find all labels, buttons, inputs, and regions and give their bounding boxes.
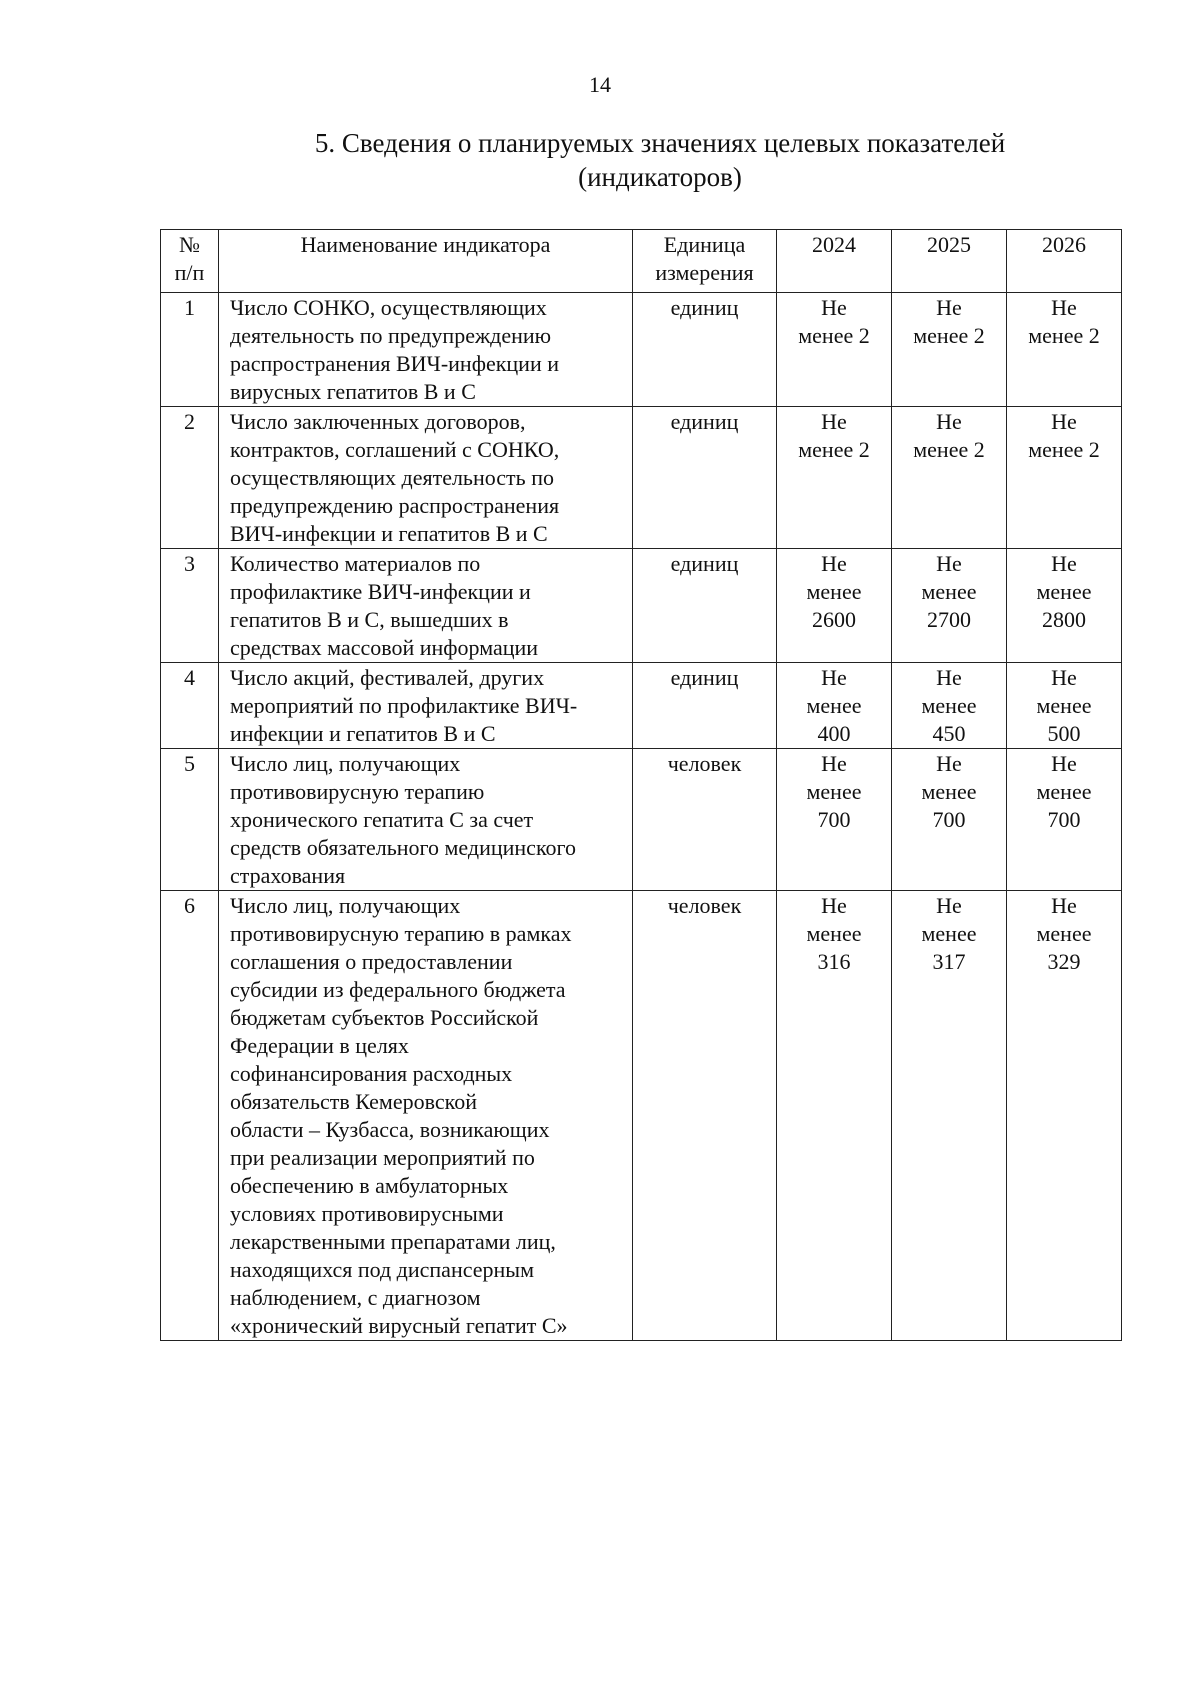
unit-cell: единиц: [633, 293, 777, 407]
indicator-name: [219, 663, 633, 749]
row-number: 2: [161, 407, 219, 549]
value-line: Не: [1051, 551, 1077, 576]
value-2025: [892, 293, 1007, 407]
indicator-name-line: софинансирования расходных: [230, 1061, 513, 1086]
value-2025: [892, 749, 1007, 891]
value-2024: [777, 891, 892, 1341]
indicator-name-line: осуществляющих деятельность по: [230, 465, 554, 490]
value-line: Не: [1051, 751, 1077, 776]
header-number-line-1: №: [179, 232, 200, 257]
value-line: Не: [821, 295, 847, 320]
value-line: 700: [1047, 807, 1081, 832]
table-row: [161, 549, 1122, 663]
indicator-name-line: противовирусную терапию в рамках: [230, 921, 572, 946]
value-line: 400: [817, 721, 851, 746]
indicator-name-line: Число лиц, получающих: [230, 893, 461, 918]
value-line: менее: [921, 579, 977, 604]
indicators-table: [160, 229, 1122, 1341]
value-2026: [1007, 749, 1122, 891]
indicator-name-line: вирусных гепатитов В и С: [230, 379, 476, 404]
indicator-name-line: обязательств Кемеровской: [230, 1089, 477, 1114]
value-line: Не: [936, 751, 962, 776]
table-row: [161, 749, 1122, 891]
value-line: менее: [806, 779, 862, 804]
value-line: менее: [806, 693, 862, 718]
indicator-name-line: субсидии из федерального бюджета: [230, 977, 566, 1002]
indicator-name-line: лекарственными препаратами лиц,: [230, 1229, 556, 1254]
indicator-name-line: мероприятий по профилактике ВИЧ-: [230, 693, 578, 718]
header-year-2025: 2025: [892, 230, 1007, 293]
indicator-name-line: инфекции и гепатитов В и С: [230, 721, 496, 746]
value-line: Не: [821, 409, 847, 434]
indicator-name-line: Число акций, фестивалей, других: [230, 665, 545, 690]
indicator-name-line: предупреждению распространения: [230, 493, 560, 518]
page-number: 14: [589, 72, 611, 97]
row-number: 4: [161, 663, 219, 749]
value-line: 316: [817, 949, 851, 974]
value-line: менее 2: [798, 323, 870, 348]
indicator-name: [219, 891, 633, 1341]
header-year-2024: 2024: [777, 230, 892, 293]
value-2024: [777, 663, 892, 749]
indicator-name-line: контрактов, соглашений с СОНКО,: [230, 437, 560, 462]
indicator-name-line: наблюдением, с диагнозом: [230, 1285, 481, 1310]
table-row: [161, 407, 1122, 549]
indicator-name-line: средствах массовой информации: [230, 635, 539, 660]
indicator-name-line: обеспечению в амбулаторных: [230, 1173, 509, 1198]
value-line: 329: [1047, 949, 1081, 974]
table-row: [161, 891, 1122, 1341]
header-year-2026: 2026: [1007, 230, 1122, 293]
row-number: 1: [161, 293, 219, 407]
indicator-name-line: находящихся под диспансерным: [230, 1257, 534, 1282]
value-line: Не: [1051, 409, 1077, 434]
value-line: Не: [821, 893, 847, 918]
value-2025: [892, 891, 1007, 1341]
indicator-name-line: страхования: [230, 863, 346, 888]
row-number: 5: [161, 749, 219, 891]
header-unit: [633, 230, 777, 293]
indicator-name-line: Число лиц, получающих: [230, 751, 461, 776]
section-title-line-2: (индикаторов): [578, 162, 742, 192]
value-line: менее: [1036, 579, 1092, 604]
indicator-name-line: Федерации в целях: [230, 1033, 409, 1058]
unit-cell: единиц: [633, 407, 777, 549]
value-line: 2700: [927, 607, 971, 632]
section-title: [230, 126, 1090, 194]
value-2024: [777, 407, 892, 549]
value-2026: [1007, 407, 1122, 549]
value-line: Не: [936, 551, 962, 576]
indicator-name: [219, 293, 633, 407]
value-line: 317: [932, 949, 966, 974]
value-2026: [1007, 891, 1122, 1341]
value-2024: [777, 549, 892, 663]
value-line: Не: [821, 551, 847, 576]
indicator-name-line: при реализации мероприятий по: [230, 1145, 535, 1170]
value-line: менее: [921, 921, 977, 946]
value-2024: [777, 749, 892, 891]
unit-cell: единиц: [633, 663, 777, 749]
table-header-row: [161, 230, 1122, 293]
value-line: Не: [936, 295, 962, 320]
value-line: Не: [821, 665, 847, 690]
value-2024: [777, 293, 892, 407]
indicator-name-line: распространения ВИЧ-инфекции и: [230, 351, 560, 376]
value-2025: [892, 549, 1007, 663]
indicator-name-line: Число заключенных договоров,: [230, 409, 526, 434]
indicator-name: [219, 549, 633, 663]
value-line: менее: [806, 579, 862, 604]
value-2025: [892, 407, 1007, 549]
value-line: Не: [821, 751, 847, 776]
value-line: Не: [936, 665, 962, 690]
indicator-name-line: бюджетам субъектов Российской: [230, 1005, 539, 1030]
value-line: менее 2: [1028, 323, 1100, 348]
table-row: [161, 663, 1122, 749]
header-indicator-name: Наименование индикатора: [219, 230, 633, 293]
value-line: Не: [1051, 665, 1077, 690]
value-line: 500: [1047, 721, 1081, 746]
value-line: менее: [1036, 693, 1092, 718]
header-number-line-2: п/п: [174, 260, 205, 285]
indicator-name-line: «хронический вирусный гепатит С»: [230, 1313, 568, 1338]
row-number: 6: [161, 891, 219, 1341]
value-line: менее: [921, 779, 977, 804]
value-line: 2600: [812, 607, 856, 632]
value-line: менее: [806, 921, 862, 946]
indicator-name: [219, 749, 633, 891]
indicator-name-line: Число СОНКО, осуществляющих: [230, 295, 547, 320]
indicator-name-line: ВИЧ-инфекции и гепатитов В и С: [230, 521, 548, 546]
value-line: Не: [1051, 295, 1077, 320]
value-line: Не: [936, 409, 962, 434]
header-number: [161, 230, 219, 293]
value-2026: [1007, 549, 1122, 663]
row-number: 3: [161, 549, 219, 663]
indicator-name-line: деятельность по предупреждению: [230, 323, 552, 348]
unit-cell: человек: [633, 891, 777, 1341]
indicator-name-line: Количество материалов по: [230, 551, 481, 576]
value-line: 700: [817, 807, 851, 832]
unit-cell: человек: [633, 749, 777, 891]
indicator-name-line: соглашения о предоставлении: [230, 949, 513, 974]
value-line: менее 2: [798, 437, 870, 462]
indicator-name-line: условиях противовирусными: [230, 1201, 504, 1226]
value-line: 2800: [1042, 607, 1086, 632]
value-line: менее 2: [1028, 437, 1100, 462]
value-line: менее: [1036, 779, 1092, 804]
indicator-name-line: профилактике ВИЧ-инфекции и: [230, 579, 531, 604]
table-body: [161, 293, 1122, 1341]
indicator-name-line: средств обязательного медицинского: [230, 835, 576, 860]
indicator-name-line: гепатитов В и С, вышедших в: [230, 607, 509, 632]
header-unit-line-2: измерения: [655, 260, 754, 285]
value-line: менее 2: [913, 323, 985, 348]
value-2026: [1007, 293, 1122, 407]
value-line: менее 2: [913, 437, 985, 462]
value-line: 450: [932, 721, 966, 746]
unit-cell: единиц: [633, 549, 777, 663]
indicator-name: [219, 407, 633, 549]
value-line: менее: [1036, 921, 1092, 946]
value-line: Не: [1051, 893, 1077, 918]
value-2026: [1007, 663, 1122, 749]
value-line: Не: [936, 893, 962, 918]
indicator-name-line: противовирусную терапию: [230, 779, 485, 804]
value-2025: [892, 663, 1007, 749]
indicator-name-line: хронического гепатита С за счет: [230, 807, 534, 832]
section-title-line-1: 5. Сведения о планируемых значениях целевых показателей: [314, 128, 1006, 158]
value-line: менее: [921, 693, 977, 718]
header-unit-line-1: Единица: [663, 232, 746, 257]
value-line: 700: [932, 807, 966, 832]
indicator-name-line: области – Кузбасса, возникающих: [230, 1117, 550, 1142]
table-row: [161, 293, 1122, 407]
